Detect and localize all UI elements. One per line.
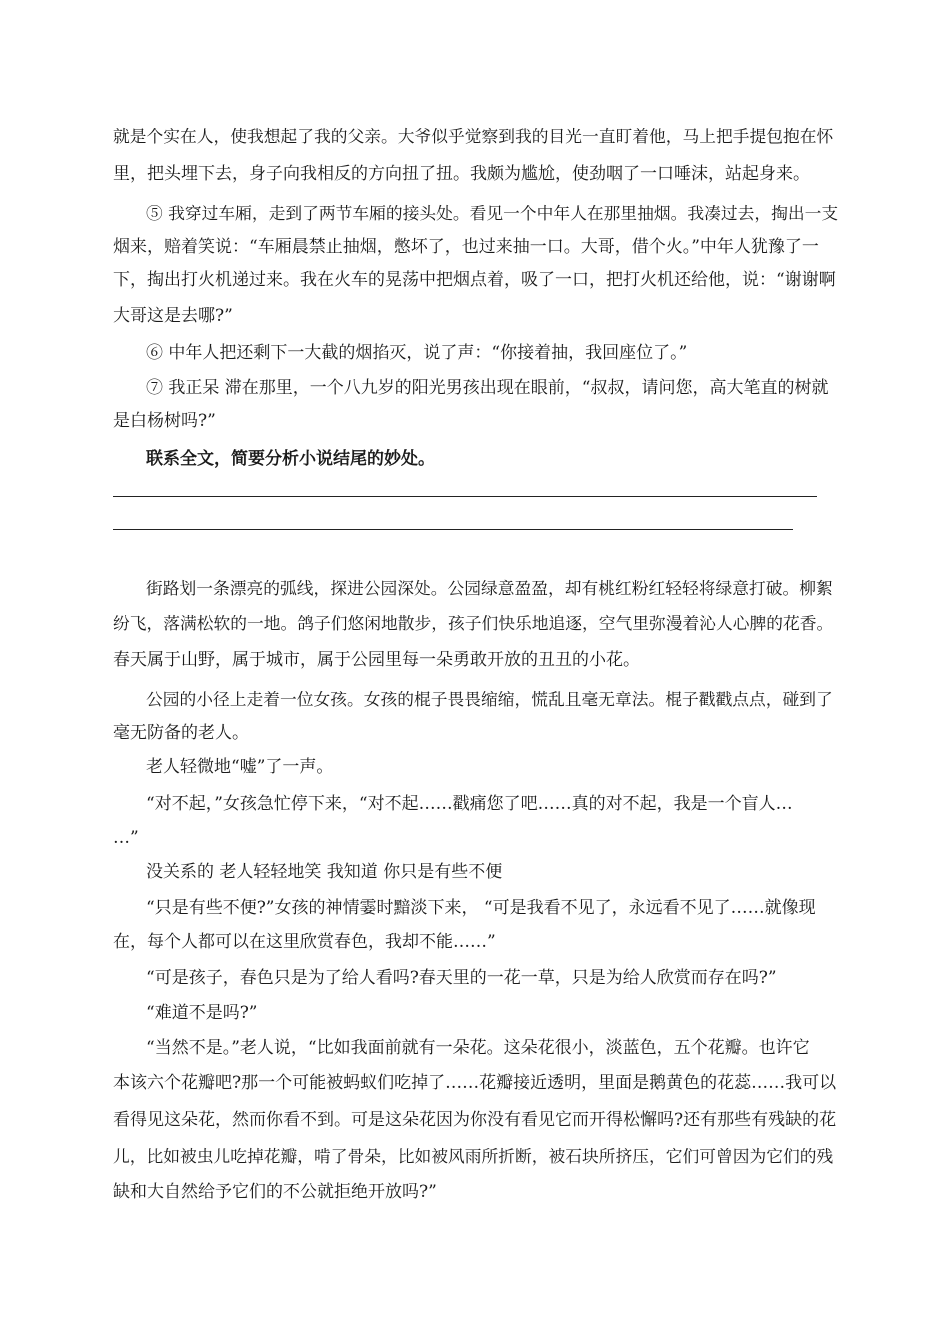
question-prompt: 联系全文，简要分析小说结尾的妙处。 [146, 449, 435, 469]
text-line: 缺和大自然给予它们的不公就拒绝开放吗?” [113, 1182, 437, 1202]
text-line: 就是个实在人，使我想起了我的父亲。大爷似乎觉察到我的目光一直盯着他，马上把手提包抱在怀 [113, 126, 834, 146]
answer-line[interactable] [113, 496, 817, 497]
text-line: …” [113, 828, 139, 848]
text-line: “难道不是吗?” [146, 1003, 258, 1023]
text-line: 本该六个花瓣吧?那一个可能被蚂蚁们吃掉了……花瓣接近透明，里面是鹅黄色的花蕊……我可以 [113, 1073, 837, 1093]
text-line: “只是有些不便?”女孩的神情霎时黯淡下来， “可是我看不见了，永远看不见了……就像现 [146, 898, 816, 918]
text-line: 毫无防备的老人。 [113, 723, 249, 743]
text-line: 在，每个人都可以在这里欣赏春色，我却不能……” [113, 932, 496, 952]
text-line: 看得见这朵花，然而你看不到。可是这朵花因为你没有看见它而开得松懈吗?还有那些有残缺的花 [113, 1110, 837, 1130]
text-line: 街路划一条漂亮的弧线，探进公园深处。公园绿意盈盈，却有桃红粉红轻轻将绿意打破。柳絮 [146, 578, 833, 598]
text-line: 没关系的 老人轻轻地笑 我知道 你只是有些不便 [146, 862, 503, 882]
text-line: 老人轻微地“嘘”了一声。 [146, 757, 334, 777]
text-line: 纷飞，落满松软的一地。鸽子们悠闲地散步，孩子们快乐地追逐，空气里弥漫着沁人心脾的花香。 [113, 613, 834, 633]
paragraph-6: ⑥ 中年人把还剩下一大截的烟掐灭，说了声：“你接着抽，我回座位了。” [146, 343, 688, 363]
text-line: “可是孩子，春色只是为了给人看吗?春天里的一花一草，只是为给人欣赏而存在吗?” [146, 968, 777, 988]
text-line: 春天属于山野，属于城市，属于公园里每一朵勇敢开放的丑丑的小花。 [113, 650, 640, 670]
text-line: 里，把头埋下去，身子向我相反的方向扭了扭。我颇为尴尬，使劲咽了一口唾沫，站起身来。 [113, 164, 810, 184]
text-line: 儿，比如被虫儿吃掉花瓣，啃了骨朵，比如被风雨所折断，被石块所挤压，它们可曾因为它们的残 [113, 1146, 834, 1166]
text-line: 烟来，赔着笑说：“车厢晨禁止抽烟，憋坏了，也过来抽一口。大哥，借个火。”中年人犹豫了一 [113, 237, 819, 257]
text-line: “对不起，”女孩急忙停下来，“对不起……戳痛您了吧……真的对不起，我是一个盲人… [146, 794, 793, 814]
text-line: 是白杨树吗?” [113, 411, 216, 431]
text-line: 下，掏出打火机递过来。我在火车的晃荡中把烟点着，吸了一口，把打火机还给他，说：“谢谢啊 [113, 270, 836, 290]
paragraph-7: ⑦ 我正呆 滞在那里，一个八九岁的阳光男孩出现在眼前，“叔叔，请问您，高大笔直的树就 [146, 378, 829, 398]
paragraph-5: ⑤ 我穿过车厢，走到了两节车厢的接头处。看见一个中年人在那里抽烟。我凑过去，掏出一支 [146, 203, 839, 223]
text-line: 公园的小径上走着一位女孩。女孩的棍子畏畏缩缩，慌乱且毫无章法。棍子戳戳点点，碰到了 [146, 689, 833, 709]
text-line: 大哥这是去哪?” [113, 306, 233, 326]
text-line: “当然不是。”老人说，“比如我面前就有一朵花。这朵花很小，淡蓝色，五个花瓣。也许它 [146, 1038, 810, 1058]
answer-line[interactable] [113, 529, 793, 530]
